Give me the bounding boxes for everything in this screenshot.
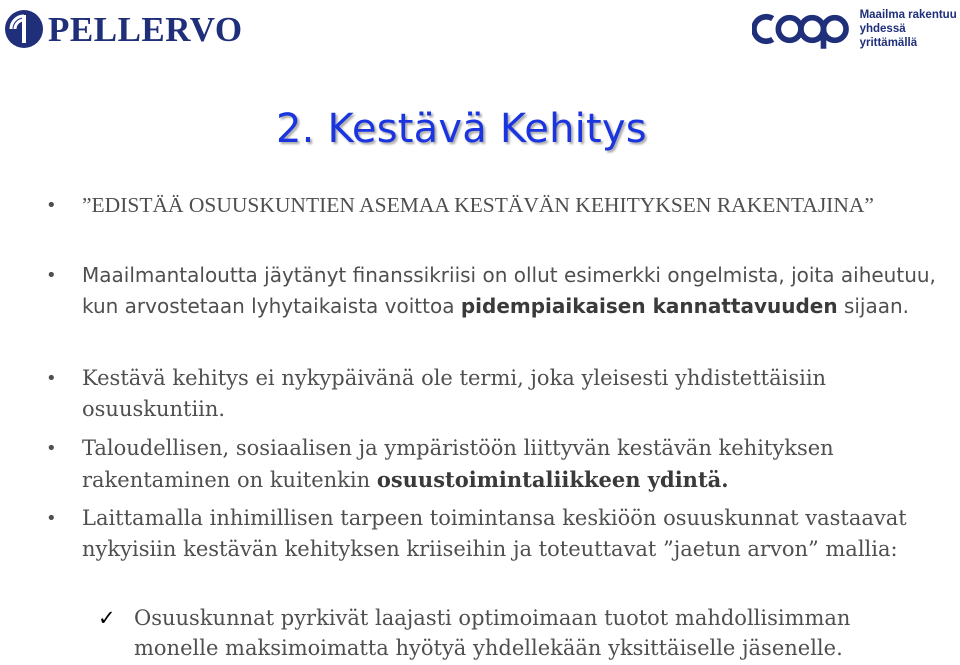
bullet-text: sijaan. [837, 294, 910, 318]
pellervo-logo [4, 6, 243, 52]
bullet-bold-text: osuustoimintaliikkeen ydintä. [376, 467, 729, 492]
bullet-dot-icon: • [46, 508, 57, 529]
bullet-text: Taloudellisen, sosiaalisen ja ympäristöön liittyvän kestävän kehityksen rakentaminen on kuitenkin [82, 436, 834, 492]
bullet-dot-icon: • [46, 265, 57, 286]
coop-tagline-line2: yhdessä yrittämällä [859, 23, 918, 49]
coop-emblem-icon [752, 6, 854, 52]
bullet-dot-icon: • [46, 195, 57, 216]
pellervo-emblem-icon [4, 9, 44, 49]
sub-bullet-text: Osuuskunnat pyrkivät laajasti optimoimaan tuotot mahdollisimman monelle maksimoimatta hyötyä yhdellekään yksittäiselle jäsenelle. [134, 606, 851, 660]
coop-logo [752, 4, 960, 54]
bullet-item [46, 433, 942, 496]
checkmark-icon: ✓ [98, 606, 116, 630]
bullet-dot-icon: • [46, 438, 57, 459]
sub-bullet-item [98, 603, 934, 663]
bullet-bold-text: pidempiaikaisen kannattavuuden [460, 294, 838, 318]
bullet-text: Laittamalla inhimillisen tarpeen toimintansa keskiöön osuuskunnat vastaavat nykyisiin kestävän kehityksen kriiseihin ja toteuttavat ”jaetun arvon” mallia: [82, 506, 907, 561]
bullet-text: Maailmantaloutta jäytänyt finanssikriisi on ollut esimerkki ongelmista, joita aiheutuu, kun arvostetaan lyhytaikaista voittoa [82, 263, 936, 318]
bullet-item [46, 503, 942, 565]
bullet-dot-icon: • [46, 368, 57, 389]
pellervo-wordmark: PELLERVO [48, 9, 243, 49]
bullet-item [46, 363, 942, 425]
slide-title: 2. Kestävä Kehitys [276, 106, 647, 152]
bullet-item [46, 260, 942, 322]
bullet-text: ”EDISTÄÄ OSUUSKUNTIEN ASEMAA KESTÄVÄN KEHITYKSEN RAKENTAJINA” [82, 193, 874, 217]
coop-tagline-line1: Maailma rakentuu [859, 9, 957, 21]
coop-tagline [860, 8, 960, 50]
bullet-item [46, 190, 942, 221]
bullet-text: Kestävä kehitys ei nykypäivänä ole termi, joka yleisesti yhdistettäisiin osuuskuntiin. [82, 366, 827, 421]
